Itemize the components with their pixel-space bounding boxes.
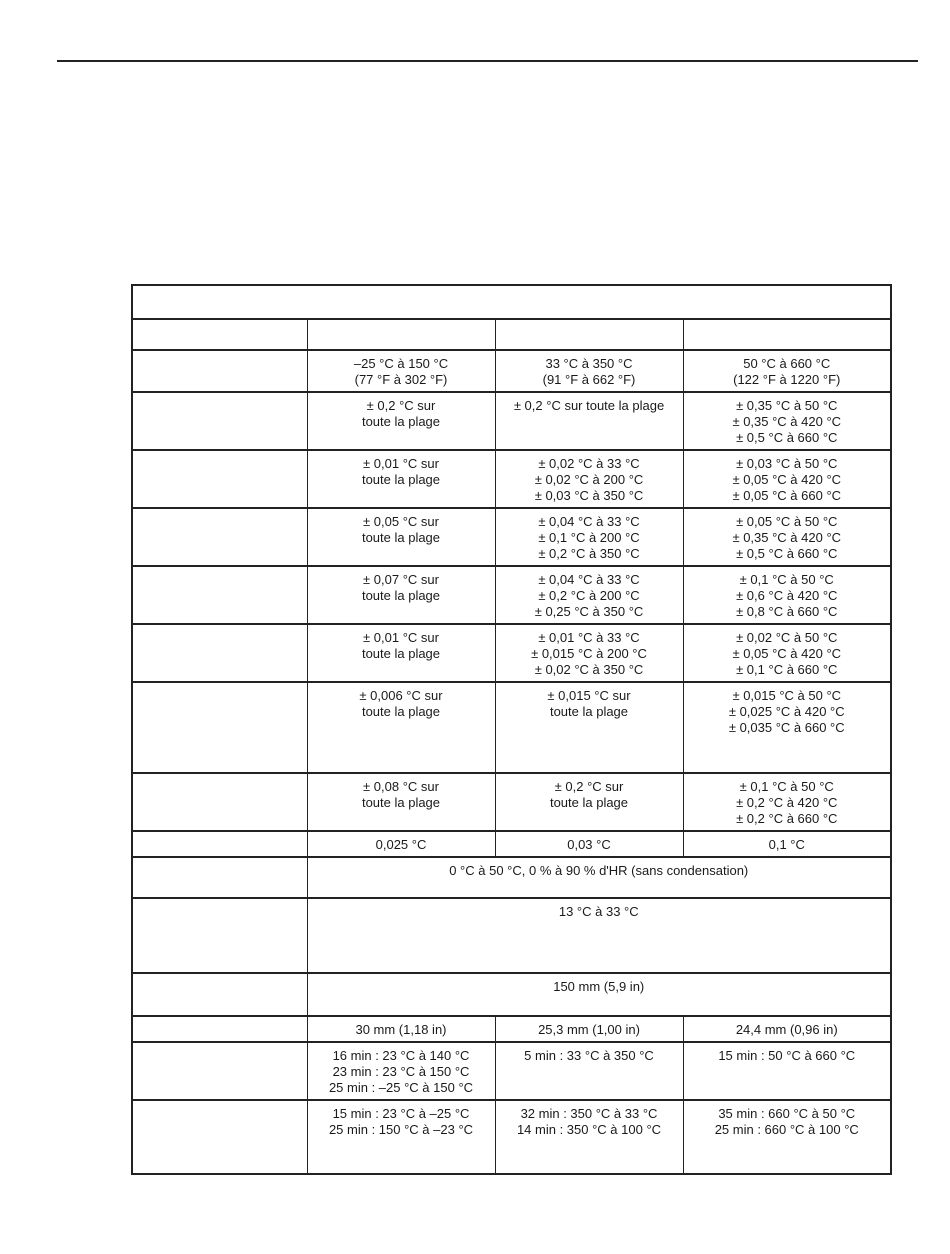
row-label: [132, 450, 307, 508]
table-title: [132, 285, 891, 319]
row-label: [132, 682, 307, 773]
cell-line: 32 min : 350 °C à 33 °C: [520, 1106, 658, 1121]
table-cell: [683, 773, 891, 831]
table-cell: [307, 624, 495, 682]
table-cell: [307, 1100, 495, 1174]
header-rule: [57, 60, 918, 62]
table-cell: [495, 1100, 683, 1174]
table-cell: [683, 1042, 891, 1100]
cell-line: (77 °F à 302 °F): [354, 372, 448, 387]
cell-line: ± 0,02 °C à 350 °C: [534, 662, 644, 677]
row-label: [132, 973, 307, 1016]
cell-line: ± 0,015 °C à 200 °C: [531, 646, 647, 661]
table-cell: [495, 831, 683, 857]
table-cell: [307, 1042, 495, 1100]
cell-line: ± 0,2 °C à 420 °C: [736, 795, 838, 810]
table-cell: [307, 350, 495, 392]
cell-line: toute la plage: [361, 646, 441, 661]
table-row: [132, 773, 891, 831]
cell-line: 0,03 °C: [567, 837, 611, 852]
row-label: [132, 773, 307, 831]
row-label: [132, 1016, 307, 1042]
cell-line: ± 0,03 °C à 350 °C: [534, 488, 644, 503]
cell-line: 25 min : 660 °C à 100 °C: [714, 1122, 859, 1137]
merged-cell: 13 °C à 33 °C: [307, 898, 891, 973]
table-cell: [495, 566, 683, 624]
table-row: [132, 624, 891, 682]
row-label: [132, 508, 307, 566]
cell-line: ± 0,2 °C sur toute la plage: [513, 398, 665, 413]
cell-line: 50 °C à 660 °C: [743, 356, 831, 371]
cell-line: ± 0,05 °C à 660 °C: [732, 488, 842, 503]
table-cell: [307, 566, 495, 624]
table-cell: [307, 1016, 495, 1042]
cell-line: ± 0,35 °C à 50 °C: [736, 398, 838, 413]
cell-line: ± 0,07 °C sur: [363, 572, 439, 587]
cell-line: 0,025 °C: [375, 837, 427, 852]
cell-line: 33 °C à 350 °C: [545, 356, 633, 371]
cell-line: ± 0,35 °C à 420 °C: [732, 414, 842, 429]
cell-line: ± 0,2 °C à 200 °C: [538, 588, 640, 603]
cell-line: ± 0,1 °C à 50 °C: [739, 779, 834, 794]
table-row: [132, 1016, 891, 1042]
row-label: [132, 857, 307, 898]
merged-cell: 150 mm (5,9 in): [307, 973, 891, 1016]
cell-line: ± 0,8 °C à 660 °C: [736, 604, 838, 619]
cell-line: toute la plage: [361, 472, 441, 487]
cell-line: 35 min : 660 °C à 50 °C: [718, 1106, 856, 1121]
table-cell: [307, 450, 495, 508]
cell-line: ± 0,5 °C à 660 °C: [736, 546, 838, 561]
cell-line: 30 mm (1,18 in): [355, 1022, 447, 1037]
table-cell: [307, 831, 495, 857]
cell-line: ± 0,05 °C sur: [363, 514, 439, 529]
table-cell: [683, 392, 891, 450]
table-row: [132, 857, 891, 898]
cell-line: ± 0,1 °C à 200 °C: [538, 530, 640, 545]
row-label: [132, 350, 307, 392]
cell-line: ± 0,02 °C à 33 °C: [538, 456, 640, 471]
cell-line: 15 min : 23 °C à –25 °C: [332, 1106, 470, 1121]
cell-line: ± 0,1 °C à 50 °C: [739, 572, 834, 587]
row-label: [132, 566, 307, 624]
cell-line: 25 min : –25 °C à 150 °C: [328, 1080, 474, 1095]
cell-line: toute la plage: [549, 795, 629, 810]
header-cell: [132, 319, 307, 350]
table-cell: [307, 392, 495, 450]
table-cell: [683, 1016, 891, 1042]
table-cell: [495, 392, 683, 450]
table-cell: [683, 624, 891, 682]
row-label: [132, 392, 307, 450]
cell-line: 5 min : 33 °C à 350 °C: [524, 1048, 654, 1063]
table-cell: [495, 1016, 683, 1042]
table-cell: [307, 682, 495, 773]
table-cell: [683, 566, 891, 624]
cell-line: ± 0,015 °C à 50 °C: [732, 688, 842, 703]
cell-line: ± 0,04 °C à 33 °C: [538, 572, 640, 587]
table-row: [132, 508, 891, 566]
cell-line: 24,4 mm (0,96 in): [735, 1022, 838, 1037]
table-cell: [683, 831, 891, 857]
table-cell: [495, 1042, 683, 1100]
cell-line: ± 0,05 °C à 50 °C: [736, 514, 838, 529]
table-row: [132, 350, 891, 392]
cell-line: ± 0,015 °C sur: [547, 688, 631, 703]
table-header-row: [132, 319, 891, 350]
table-cell: [683, 682, 891, 773]
cell-line: 25,3 mm (1,00 in): [538, 1022, 640, 1037]
cell-line: toute la plage: [361, 704, 441, 719]
table-cell: [495, 773, 683, 831]
cell-line: ± 0,006 °C sur: [359, 688, 443, 703]
cell-line: ± 0,2 °C à 660 °C: [736, 811, 838, 826]
table-row: [132, 973, 891, 1016]
table-cell: [307, 773, 495, 831]
row-label: [132, 1100, 307, 1174]
cell-line: ± 0,025 °C à 420 °C: [728, 704, 845, 719]
cell-line: toute la plage: [361, 588, 441, 603]
cell-line: ± 0,01 °C sur: [363, 630, 439, 645]
cell-line: ± 0,05 °C à 420 °C: [732, 646, 842, 661]
cell-line: ± 0,05 °C à 420 °C: [732, 472, 842, 487]
table-row: [132, 392, 891, 450]
table-row: [132, 1042, 891, 1100]
cell-line: ± 0,1 °C à 660 °C: [736, 662, 838, 677]
cell-line: 0,1 °C: [768, 837, 805, 852]
cell-line: toute la plage: [361, 414, 441, 429]
cell-line: ± 0,01 °C à 33 °C: [538, 630, 640, 645]
table-row: [132, 566, 891, 624]
header-cell: [683, 319, 891, 350]
cell-line: 16 min : 23 °C à 140 °C: [332, 1048, 470, 1063]
cell-line: ± 0,2 °C sur: [554, 779, 624, 794]
cell-line: 14 min : 350 °C à 100 °C: [516, 1122, 662, 1137]
table-cell: [495, 508, 683, 566]
cell-line: toute la plage: [361, 530, 441, 545]
cell-line: ± 0,02 °C à 50 °C: [736, 630, 838, 645]
table-cell: [495, 682, 683, 773]
row-label: [132, 831, 307, 857]
cell-line: ± 0,2 °C à 350 °C: [538, 546, 640, 561]
cell-line: ± 0,02 °C à 200 °C: [534, 472, 644, 487]
cell-line: ± 0,35 °C à 420 °C: [732, 530, 842, 545]
table-cell: [683, 508, 891, 566]
cell-line: (122 °F à 1220 °F): [733, 372, 841, 387]
table-row: [132, 682, 891, 773]
cell-line: toute la plage: [549, 704, 629, 719]
row-label: [132, 1042, 307, 1100]
cell-line: (91 °F à 662 °F): [542, 372, 636, 387]
cell-line: toute la plage: [361, 795, 441, 810]
table-cell: [683, 450, 891, 508]
table-cell: [683, 1100, 891, 1174]
cell-line: ± 0,08 °C sur: [363, 779, 439, 794]
cell-line: ± 0,5 °C à 660 °C: [736, 430, 838, 445]
header-cell: [495, 319, 683, 350]
table-row: [132, 1100, 891, 1174]
row-label: [132, 898, 307, 973]
cell-line: –25 °C à 150 °C: [353, 356, 449, 371]
table-cell: [495, 450, 683, 508]
table-cell: [307, 508, 495, 566]
cell-line: ± 0,2 °C sur: [366, 398, 436, 413]
cell-line: ± 0,6 °C à 420 °C: [736, 588, 838, 603]
table-row: [132, 450, 891, 508]
header-cell: [307, 319, 495, 350]
table-row: [132, 831, 891, 857]
merged-cell: 0 °C à 50 °C, 0 % à 90 % d'HR (sans condensation): [307, 857, 891, 898]
cell-line: 23 min : 23 °C à 150 °C: [332, 1064, 470, 1079]
table-cell: [495, 624, 683, 682]
cell-line: 25 min : 150 °C à –23 °C: [328, 1122, 474, 1137]
cell-line: 15 min : 50 °C à 660 °C: [718, 1048, 856, 1063]
table-title-row: [132, 285, 891, 319]
table-cell: [495, 350, 683, 392]
cell-line: ± 0,25 °C à 350 °C: [534, 604, 644, 619]
cell-line: ± 0,01 °C sur: [363, 456, 439, 471]
specifications-table: [131, 284, 892, 1175]
cell-line: ± 0,035 °C à 660 °C: [728, 720, 845, 735]
cell-line: ± 0,03 °C à 50 °C: [736, 456, 838, 471]
table-row: [132, 898, 891, 973]
cell-line: ± 0,04 °C à 33 °C: [538, 514, 640, 529]
row-label: [132, 624, 307, 682]
table-cell: [683, 350, 891, 392]
